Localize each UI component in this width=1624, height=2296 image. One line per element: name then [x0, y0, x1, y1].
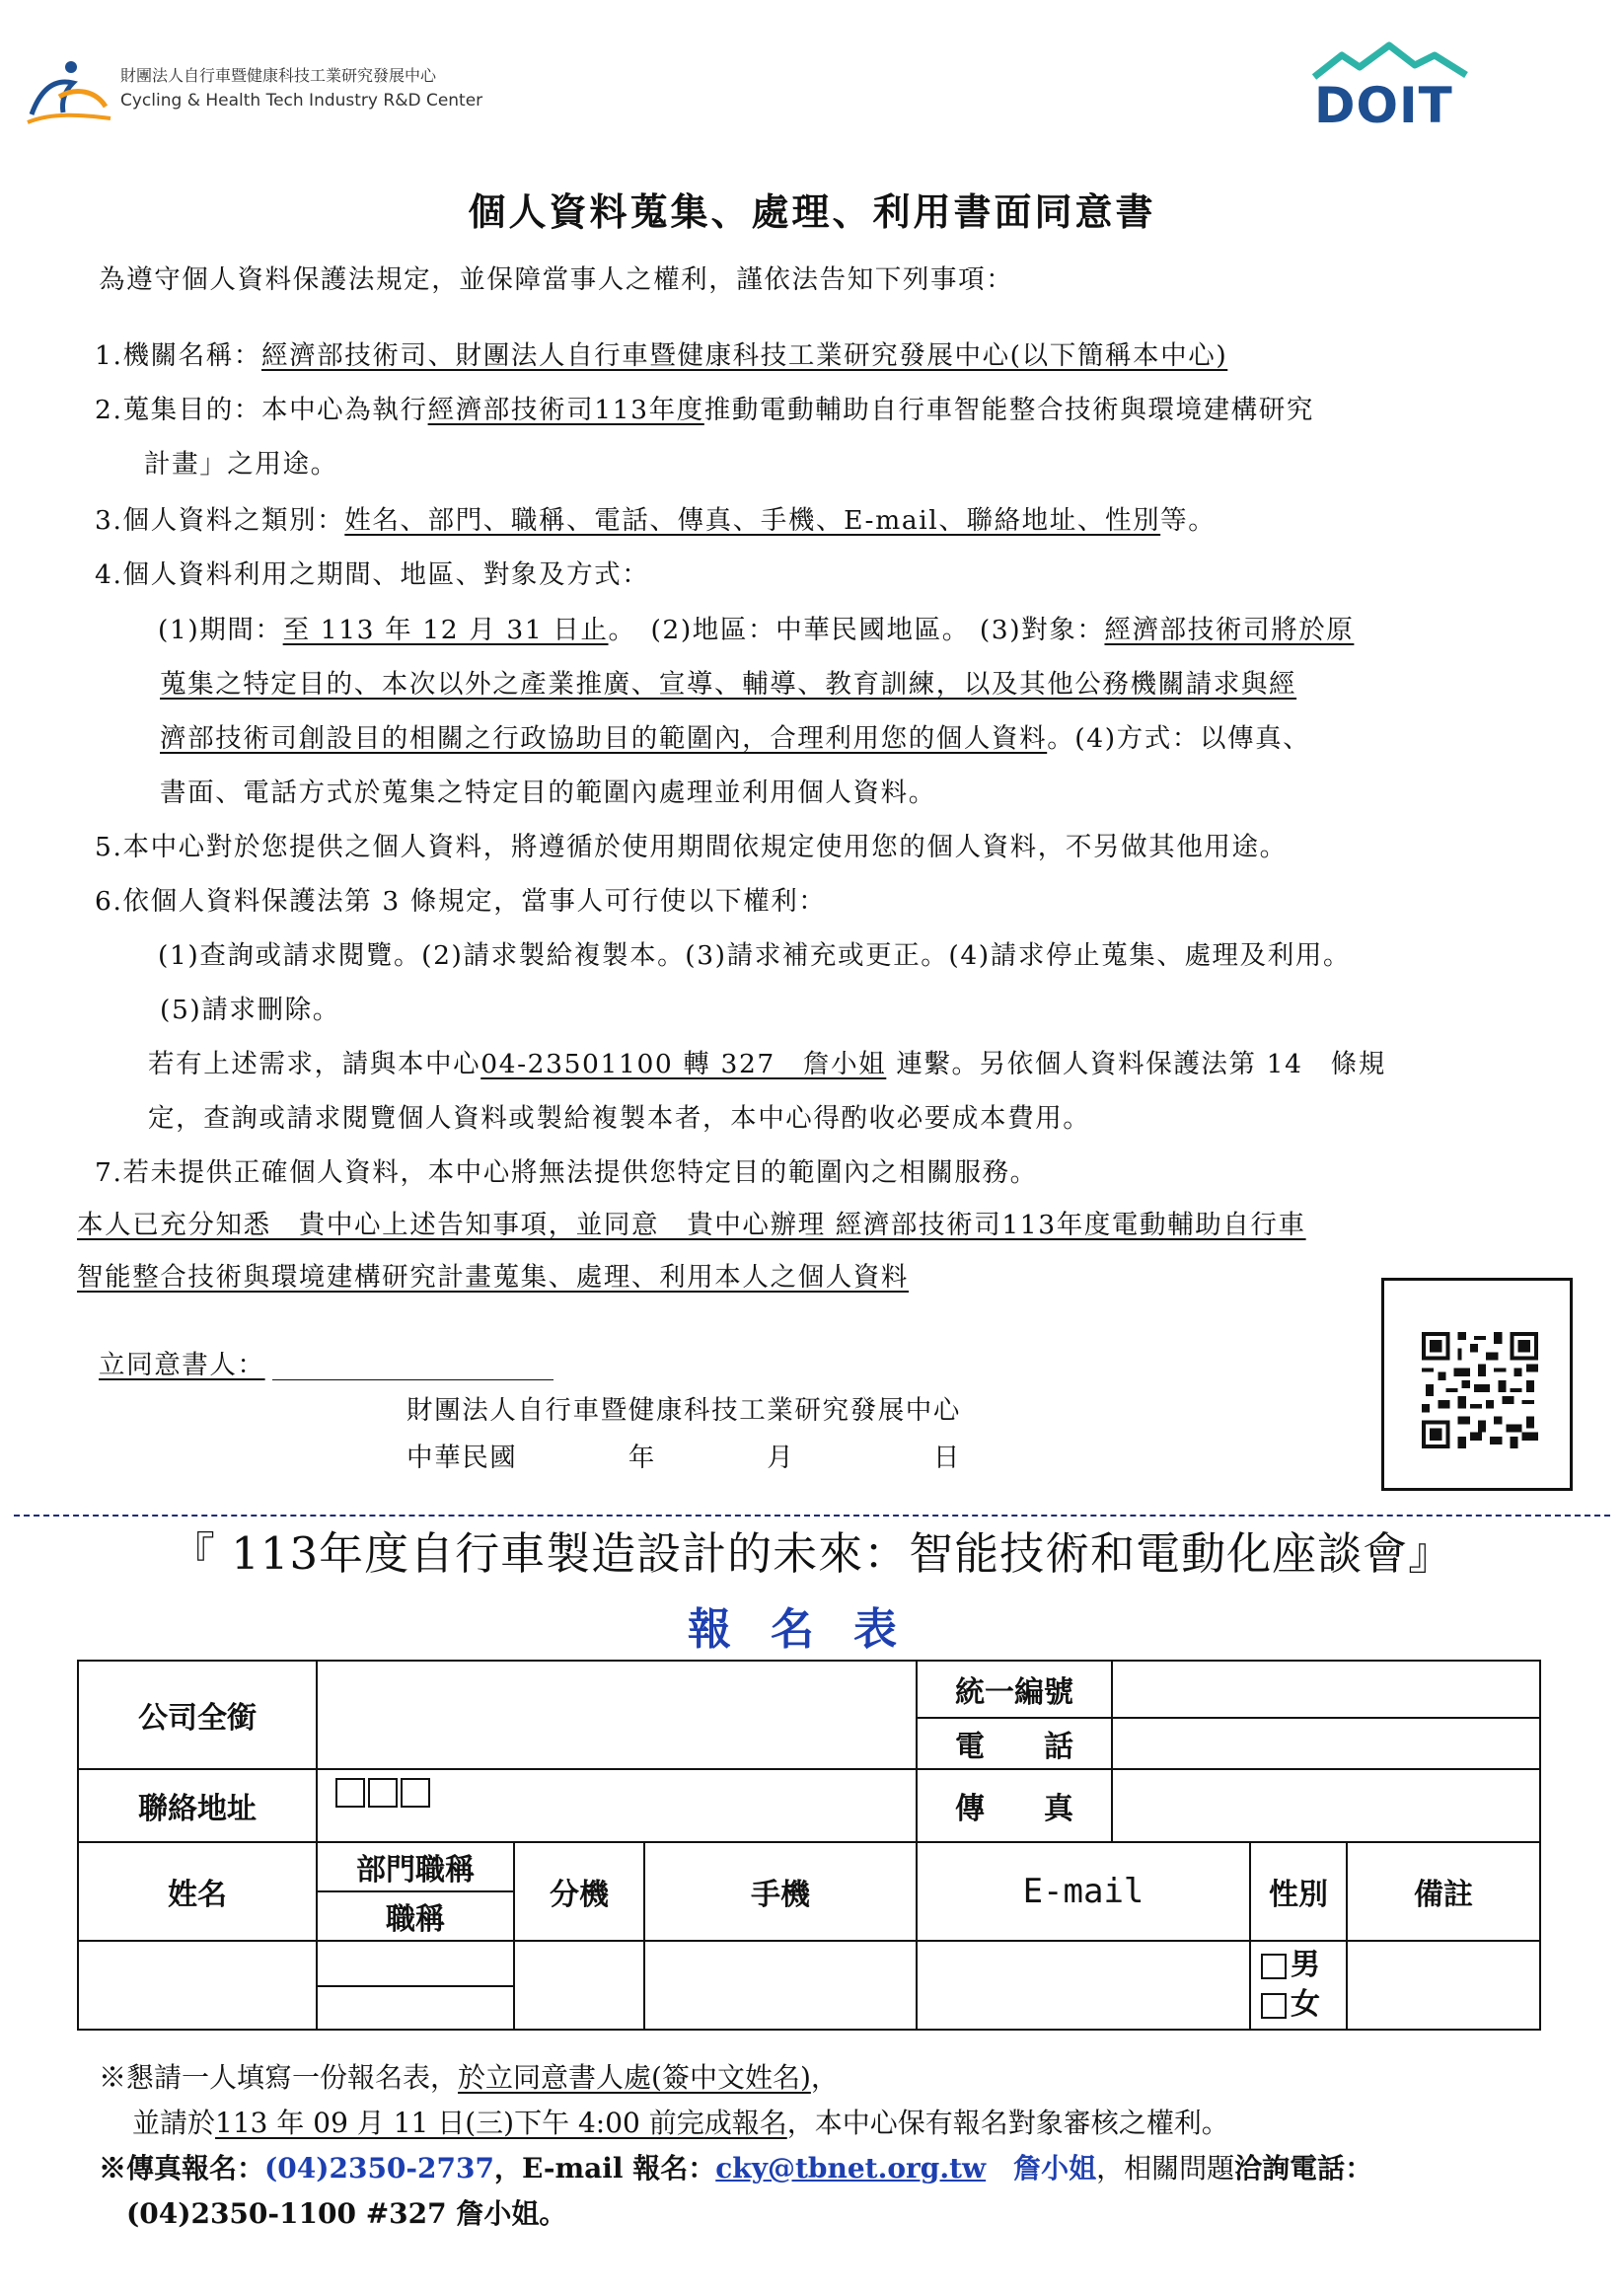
note-1: ※懇請一人填寫一份報名表，於立同意書人處(簽中文姓名)，	[99, 2061, 839, 2094]
item-4: 4.個人資料利用之期間、地區、對象及方式：	[95, 559, 650, 590]
registration-form-title: 報名表	[688, 1604, 936, 1655]
name-input[interactable]	[77, 1940, 318, 2031]
male-checkbox[interactable]	[1261, 1954, 1287, 1979]
item-2-cont: 計畫」之用途。	[144, 449, 338, 480]
consent-intro: 為遵守個人資料保護法規定，並保障當事人之權利，謹依法告知下列事項：	[99, 264, 1014, 295]
item-3: 3.個人資料之類別：姓名、部門、職稱、電話、傳真、手機、E-mail、聯絡地址、性別等。	[95, 505, 1217, 536]
company-input[interactable]	[316, 1660, 918, 1770]
org-logo	[22, 57, 483, 136]
email-input[interactable]	[916, 1940, 1251, 2031]
item-6: 6.依個人資料保護法第 3 條規定，當事人可行使以下權利：	[95, 886, 827, 917]
org-name-zh: 財團法人自行車暨健康科技工業研究發展中心	[120, 66, 437, 85]
ext-header: 分機	[513, 1841, 645, 1942]
postal-code-box[interactable]	[368, 1778, 398, 1808]
event-title: 『 113年度自行車製造設計的未來：智能技術和電動化座談會』	[170, 1527, 1454, 1580]
item-4-line-4: 書面、電話方式於蒐集之特定目的範圍內處理並利用個人資料。	[160, 778, 936, 808]
fax-number: (04)2350-2737	[264, 2152, 494, 2185]
signature-line[interactable]	[272, 1379, 554, 1380]
ext-input[interactable]	[513, 1940, 645, 2031]
dept-title-header: 部門職稱	[316, 1841, 515, 1892]
gender-male[interactable]	[1261, 1946, 1320, 1985]
tax-id-input[interactable]	[1111, 1660, 1541, 1719]
address-label: 聯絡地址	[77, 1768, 318, 1843]
email-link[interactable]: cky@tbnet.org.tw	[715, 2152, 987, 2185]
item-7: 7.若未提供正確個人資料，本中心將無法提供您特定目的範圍內之相關服務。	[95, 1157, 1038, 1188]
item-6-line-1: (1)查詢或請求閱覽。(2)請求製給複製本。(3)請求補充或更正。(4)請求停止蒐集、處理及利用。	[158, 940, 1352, 971]
tax-id-label: 統一編號	[916, 1660, 1113, 1719]
contact-person: 詹小姐	[1013, 2152, 1097, 2185]
cycling-logo-icon	[22, 57, 115, 128]
agreement-line-2: 智能整合技術與環境建構研究計畫蒐集、處理、利用本人之個人資料	[77, 1262, 909, 1293]
item-4-line-2: 蒐集之特定目的、本次以外之產業推廣、宣導、輔導、教育訓練，以及其他公務機關請求與經	[160, 669, 1297, 700]
name-header: 姓名	[77, 1841, 318, 1942]
cut-line	[14, 1515, 1610, 1517]
item-5: 5.本中心對於您提供之個人資料，將遵循於使用期間依規定使用您的個人資料，不另做其他用途。	[95, 832, 1288, 862]
note-2: 並請於113 年 09 月 11 日(三)下午 4:00 前完成報名，本中心保有報名對象審核之權利。	[132, 2107, 1229, 2139]
fax-input[interactable]	[1111, 1768, 1541, 1843]
signer-label: 立同意書人：	[99, 1350, 265, 1380]
title-header: 職稱	[316, 1890, 515, 1942]
org-name-en: Cycling & Health Tech Industry R&D Center	[120, 91, 483, 111]
postal-code-box[interactable]	[401, 1778, 430, 1808]
doit-logo	[1312, 41, 1470, 140]
date-line: 中華民國 年 月 日	[406, 1443, 961, 1473]
address-input[interactable]	[316, 1768, 918, 1843]
qr-code-box[interactable]	[1381, 1278, 1573, 1491]
title-input[interactable]	[316, 1985, 515, 2031]
phone-input[interactable]	[1111, 1717, 1541, 1770]
gender-female[interactable]	[1261, 1985, 1320, 2025]
item-6-line-2: (5)請求刪除。	[160, 995, 340, 1025]
dept-input[interactable]	[316, 1940, 515, 1987]
phone-label: 電 話	[916, 1717, 1113, 1770]
item-1: 1.機關名稱：經濟部技術司、財團法人自行車暨健康科技工業研究發展中心(以下簡稱本中心)	[95, 340, 1228, 371]
consent-title: 個人資料蒐集、處理、利用書面同意書	[468, 189, 1156, 234]
remarks-input[interactable]	[1346, 1940, 1541, 2031]
gender-header: 性別	[1249, 1841, 1348, 1942]
male-label: 男	[1291, 1948, 1320, 1982]
mobile-input[interactable]	[643, 1940, 918, 2031]
qr-code-icon	[1422, 1332, 1538, 1448]
postal-code-box[interactable]	[335, 1778, 365, 1808]
fax-label: 傳 真	[916, 1768, 1113, 1843]
note-3: ※傳真報名：(04)2350-2737，E-mail 報名：cky@tbnet.org.tw 詹小姐，相關問題洽詢電話：	[99, 2152, 1373, 2185]
gender-options	[1249, 1940, 1348, 2031]
item-4-line-1: (1)期間：至 113 年 12 月 31 日止。 (2)地區：中華民國地區。 (3)對象：經濟部技術司將於原	[158, 615, 1355, 645]
agreement-line-1: 本人已充分知悉 貴中心上述告知事項，並同意 貴中心辦理 經濟部技術司113年度電動輔助自行車	[77, 1210, 1306, 1240]
item-2: 2.蒐集目的：本中心為執行經濟部技術司113年度推動電動輔助自行車智能整合技術與環境建構研究	[95, 395, 1314, 425]
doit-logo-text: DOIT	[1314, 77, 1453, 134]
note-4: (04)2350-1100 #327 詹小姐。	[126, 2197, 567, 2230]
item-4-line-3: 濟部技術司創設目的相關之行政協助目的範圍內，合理利用您的個人資料。(4)方式：以傳真、	[160, 723, 1311, 754]
contact-line: 若有上述需求，請與本中心04-23501100 轉 327 詹小姐 連繫。另依個人資料保護法第 14 條規	[148, 1049, 1386, 1079]
female-checkbox[interactable]	[1261, 1993, 1287, 2019]
email-header: E-mail	[916, 1841, 1251, 1942]
company-label: 公司全銜	[77, 1660, 318, 1770]
remarks-header: 備註	[1346, 1841, 1541, 1942]
center-name: 財團法人自行車暨健康科技工業研究發展中心	[406, 1395, 961, 1426]
female-label: 女	[1291, 1987, 1320, 2022]
mobile-header: 手機	[643, 1841, 918, 1942]
contact-line-2: 定，查詢或請求閱覽個人資料或製給複製本者，本中心得酌收必要成本費用。	[148, 1103, 1091, 1134]
